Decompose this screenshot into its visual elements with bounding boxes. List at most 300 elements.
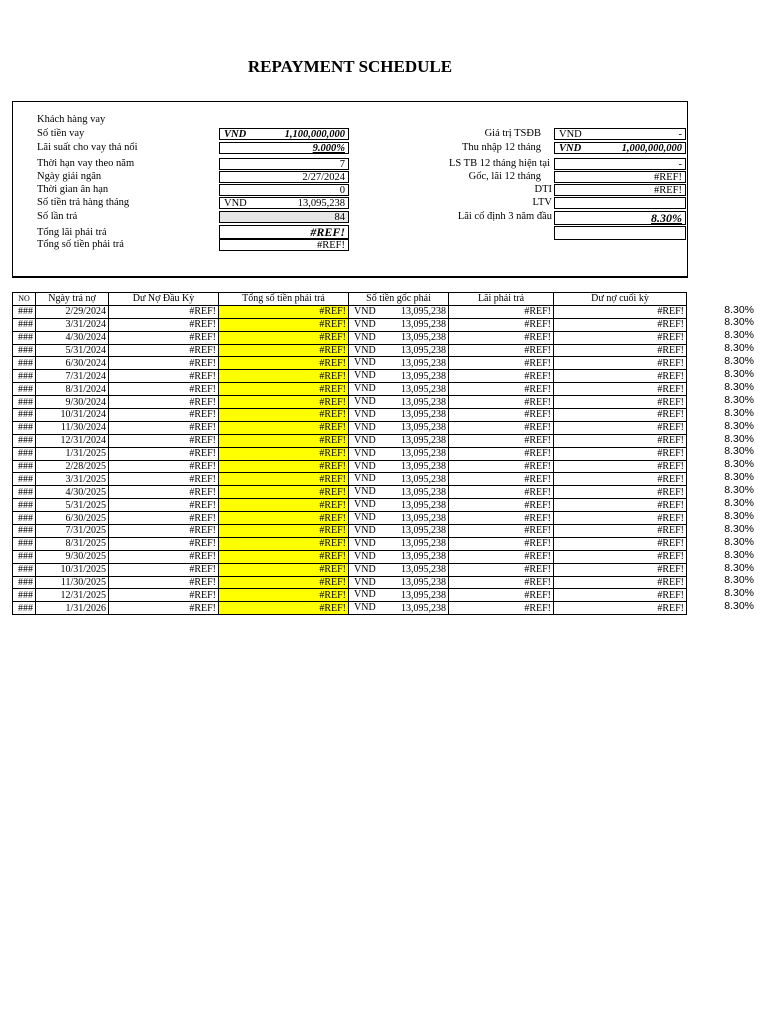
cell-closing-balance[interactable]: #REF!: [554, 318, 687, 331]
cell-total-payment[interactable]: #REF!: [219, 357, 349, 370]
cell-total-payment[interactable]: #REF!: [219, 525, 349, 538]
col-header-interest: Lãi phải trả: [449, 293, 554, 306]
col-header-principal: Số tiền gốc phải: [349, 293, 449, 306]
cell-interest[interactable]: #REF!: [449, 589, 554, 602]
loan-amount-value: 1,100,000,000: [284, 129, 345, 140]
cell-no[interactable]: ###: [13, 550, 36, 563]
floating-rate-field[interactable]: [219, 142, 349, 154]
cell-date[interactable]: 1/31/2026: [36, 602, 109, 615]
cell-closing-balance[interactable]: #REF!: [554, 409, 687, 422]
cell-opening-balance[interactable]: #REF!: [109, 550, 219, 563]
schedule-body: [13, 305, 687, 614]
term-value: 7: [339, 159, 345, 170]
cell-interest[interactable]: #REF!: [449, 331, 554, 344]
cell-currency: VND: [354, 473, 376, 485]
cell-date[interactable]: 7/31/2024: [36, 370, 109, 383]
cell-principal[interactable]: [349, 344, 449, 357]
row-rate: 8.30%: [724, 355, 754, 368]
cell-closing-balance[interactable]: #REF!: [554, 434, 687, 447]
cell-principal-value: 13,095,238: [401, 306, 446, 318]
cell-total-payment[interactable]: #REF!: [219, 396, 349, 409]
cell-interest[interactable]: #REF!: [449, 383, 554, 396]
term-field[interactable]: [219, 158, 349, 170]
cell-principal[interactable]: [349, 537, 449, 550]
table-row: [13, 331, 687, 344]
fixed-rate-value: 8.30%: [651, 211, 682, 225]
cell-principal-value: 13,095,238: [401, 551, 446, 563]
principal-interest-field[interactable]: [554, 171, 686, 183]
cell-principal[interactable]: [349, 409, 449, 422]
cell-principal[interactable]: [349, 396, 449, 409]
row-rate: 8.30%: [724, 303, 754, 316]
collateral-field[interactable]: [554, 128, 686, 140]
cell-interest[interactable]: #REF!: [449, 499, 554, 512]
table-row: [13, 305, 687, 318]
cell-currency: VND: [354, 460, 376, 472]
cell-closing-balance[interactable]: #REF!: [554, 383, 687, 396]
cell-no[interactable]: ###: [13, 537, 36, 550]
table-header-row: [13, 293, 687, 306]
cell-date[interactable]: 3/31/2025: [36, 473, 109, 486]
collateral-currency: VND: [559, 129, 582, 140]
cell-opening-balance[interactable]: #REF!: [109, 370, 219, 383]
table-row: [13, 602, 687, 615]
col-header-total: Tổng số tiền phải trả: [219, 293, 349, 306]
cell-principal[interactable]: [349, 473, 449, 486]
cell-opening-balance[interactable]: #REF!: [109, 396, 219, 409]
cell-closing-balance[interactable]: #REF!: [554, 396, 687, 409]
cell-total-payment[interactable]: #REF!: [219, 460, 349, 473]
ltv-field[interactable]: [554, 197, 686, 209]
table-row: [13, 537, 687, 550]
cell-currency: VND: [354, 512, 376, 524]
cell-principal-value: 13,095,238: [401, 602, 446, 614]
cell-date[interactable]: 4/30/2024: [36, 331, 109, 344]
row-rate: 8.30%: [724, 342, 754, 355]
cell-closing-balance[interactable]: #REF!: [554, 460, 687, 473]
cell-date[interactable]: 7/31/2025: [36, 525, 109, 538]
cell-total-payment[interactable]: #REF!: [219, 499, 349, 512]
table-row: [13, 473, 687, 486]
cell-no[interactable]: ###: [13, 563, 36, 576]
cell-total-payment[interactable]: #REF!: [219, 318, 349, 331]
cell-no[interactable]: ###: [13, 486, 36, 499]
cell-no[interactable]: ###: [13, 318, 36, 331]
cell-no[interactable]: ###: [13, 525, 36, 538]
cell-currency: VND: [354, 576, 376, 588]
dti-value: #REF!: [653, 185, 682, 196]
cell-principal[interactable]: [349, 318, 449, 331]
cell-no[interactable]: ###: [13, 499, 36, 512]
cell-principal[interactable]: [349, 305, 449, 318]
table-row: [13, 344, 687, 357]
cell-no[interactable]: ###: [13, 460, 36, 473]
avg-rate-label: LS TB 12 tháng hiện tại: [448, 158, 550, 169]
cell-total-payment[interactable]: #REF!: [219, 344, 349, 357]
cell-date[interactable]: 12/31/2024: [36, 434, 109, 447]
cell-currency: VND: [354, 305, 376, 317]
cell-no[interactable]: ###: [13, 344, 36, 357]
cell-currency: VND: [354, 602, 376, 614]
cell-principal[interactable]: [349, 434, 449, 447]
cell-principal[interactable]: [349, 447, 449, 460]
cell-principal-value: 13,095,238: [401, 422, 446, 434]
cell-currency: VND: [354, 550, 376, 562]
cell-no[interactable]: ###: [13, 383, 36, 396]
total-interest-label: Tổng lãi phải trả: [37, 227, 107, 238]
cell-closing-balance[interactable]: #REF!: [554, 602, 687, 615]
row-rate: 8.30%: [724, 497, 754, 509]
cell-principal[interactable]: [349, 525, 449, 538]
cell-opening-balance[interactable]: #REF!: [109, 525, 219, 538]
cell-total-payment[interactable]: #REF!: [219, 370, 349, 383]
cell-opening-balance[interactable]: #REF!: [109, 563, 219, 576]
cell-principal-value: 13,095,238: [401, 577, 446, 589]
cell-total-payment[interactable]: #REF!: [219, 563, 349, 576]
cell-principal[interactable]: [349, 563, 449, 576]
cell-date[interactable]: 8/31/2025: [36, 537, 109, 550]
total-payment-field[interactable]: [219, 239, 349, 251]
income-currency: VND: [559, 143, 582, 154]
row-rate: 8.30%: [724, 484, 754, 497]
cell-opening-balance[interactable]: #REF!: [109, 589, 219, 602]
cell-opening-balance[interactable]: #REF!: [109, 602, 219, 615]
cell-closing-balance[interactable]: #REF!: [554, 563, 687, 576]
loan-amount-field[interactable]: [219, 128, 349, 140]
fixed-rate-field[interactable]: [554, 211, 686, 225]
row-rate: 8.30%: [724, 574, 754, 587]
cell-currency: VND: [354, 357, 376, 369]
cell-interest[interactable]: #REF!: [449, 409, 554, 422]
cell-principal[interactable]: [349, 370, 449, 383]
cell-no[interactable]: ###: [13, 357, 36, 370]
cell-date[interactable]: 11/30/2024: [36, 421, 109, 434]
income-field[interactable]: [554, 142, 686, 154]
cell-total-payment[interactable]: #REF!: [219, 409, 349, 422]
cell-principal-value: 13,095,238: [401, 345, 446, 356]
cell-principal-value: 13,095,238: [401, 461, 446, 473]
cell-no[interactable]: ###: [13, 602, 36, 615]
cell-principal[interactable]: [349, 421, 449, 434]
cell-opening-balance[interactable]: #REF!: [109, 460, 219, 473]
row-rate: 8.30%: [724, 548, 754, 561]
principal-interest-value: #REF!: [653, 172, 682, 183]
cell-principal-value: 13,095,238: [401, 319, 446, 331]
total-payment-value: #REF!: [316, 240, 345, 251]
cell-no[interactable]: ###: [13, 434, 36, 447]
table-row: [13, 550, 687, 563]
cell-principal-value: 13,095,238: [401, 499, 446, 511]
cell-currency: VND: [354, 370, 376, 382]
cell-interest[interactable]: #REF!: [449, 460, 554, 473]
cell-total-payment[interactable]: #REF!: [219, 421, 349, 434]
cell-interest[interactable]: #REF!: [449, 576, 554, 589]
cell-currency: VND: [354, 396, 376, 408]
cell-interest[interactable]: #REF!: [449, 473, 554, 486]
cell-interest[interactable]: #REF!: [449, 486, 554, 499]
page-title: REPAYMENT SCHEDULE: [247, 57, 453, 76]
cell-total-payment[interactable]: #REF!: [219, 602, 349, 615]
cell-no[interactable]: ###: [13, 331, 36, 344]
disbursement-field[interactable]: [219, 171, 349, 183]
cell-principal[interactable]: [349, 357, 449, 370]
cell-interest[interactable]: #REF!: [449, 370, 554, 383]
cell-no[interactable]: ###: [13, 370, 36, 383]
cell-no[interactable]: ###: [13, 589, 36, 602]
collateral-value: -: [678, 129, 682, 140]
cell-principal[interactable]: [349, 512, 449, 525]
table-row: [13, 409, 687, 422]
cell-opening-balance[interactable]: #REF!: [109, 537, 219, 550]
cell-currency: VND: [354, 537, 376, 549]
income-value: 1,000,000,000: [621, 143, 682, 154]
cell-no[interactable]: ###: [13, 473, 36, 486]
cell-currency: VND: [354, 409, 376, 421]
cell-no[interactable]: ###: [13, 421, 36, 434]
cell-interest[interactable]: #REF!: [449, 537, 554, 550]
installments-field[interactable]: [219, 211, 349, 223]
cell-total-payment[interactable]: #REF!: [219, 576, 349, 589]
row-rate: 8.30%: [724, 509, 754, 522]
cell-closing-balance[interactable]: #REF!: [554, 447, 687, 460]
term-label: Thời hạn vay theo năm: [37, 158, 135, 169]
cell-date[interactable]: 1/31/2025: [36, 447, 109, 460]
cell-principal-value: 13,095,238: [401, 435, 446, 447]
cell-principal[interactable]: [349, 499, 449, 512]
cell-interest[interactable]: #REF!: [449, 396, 554, 409]
cell-no[interactable]: ###: [13, 512, 36, 525]
cell-interest[interactable]: #REF!: [449, 602, 554, 615]
cell-opening-balance[interactable]: #REF!: [109, 383, 219, 396]
cell-closing-balance[interactable]: #REF!: [554, 512, 687, 525]
cell-total-payment[interactable]: #REF!: [219, 447, 349, 460]
table-row: [13, 486, 687, 499]
cell-no[interactable]: ###: [13, 305, 36, 318]
cell-principal[interactable]: [349, 589, 449, 602]
cell-date[interactable]: 9/30/2025: [36, 550, 109, 563]
installments-value: 84: [334, 212, 345, 223]
cell-principal[interactable]: [349, 331, 449, 344]
cell-interest[interactable]: #REF!: [449, 305, 554, 318]
income-label: Thu nhập 12 tháng: [461, 142, 541, 153]
cell-closing-balance[interactable]: #REF!: [554, 550, 687, 563]
cell-date[interactable]: 2/29/2024: [36, 305, 109, 318]
cell-opening-balance[interactable]: #REF!: [109, 331, 219, 344]
floating-rate-value: 9.000%: [312, 143, 345, 154]
cell-interest[interactable]: #REF!: [449, 357, 554, 370]
cell-closing-balance[interactable]: #REF!: [554, 486, 687, 499]
cell-principal-value: 13,095,238: [401, 409, 446, 421]
cell-total-payment[interactable]: #REF!: [219, 383, 349, 396]
cell-currency: VND: [354, 563, 376, 575]
cell-currency: VND: [354, 589, 376, 601]
cell-principal-value: 13,095,238: [401, 525, 446, 537]
row-rate: 8.30%: [724, 600, 754, 613]
cell-opening-balance[interactable]: #REF!: [109, 473, 219, 486]
cell-currency: VND: [354, 499, 376, 511]
cell-principal[interactable]: [349, 460, 449, 473]
row-rate: 8.30%: [724, 368, 754, 380]
table-row: [13, 370, 687, 383]
cell-principal[interactable]: [349, 602, 449, 615]
cell-no[interactable]: ###: [13, 409, 36, 422]
cell-closing-balance[interactable]: #REF!: [554, 331, 687, 344]
table-row: [13, 318, 687, 331]
cell-principal-value: 13,095,238: [401, 486, 446, 498]
floating-rate-label: Lãi suất cho vay thả nổi: [37, 142, 138, 153]
cell-date[interactable]: 11/30/2025: [36, 576, 109, 589]
row-rate: 8.30%: [724, 522, 754, 535]
cell-closing-balance[interactable]: #REF!: [554, 344, 687, 357]
cell-opening-balance[interactable]: #REF!: [109, 512, 219, 525]
loan-summary-panel: [12, 101, 688, 278]
cell-date[interactable]: 6/30/2024: [36, 357, 109, 370]
grace-field[interactable]: [219, 184, 349, 196]
cell-principal-value: 13,095,238: [401, 448, 446, 460]
dti-label: DTI: [534, 184, 552, 195]
monthly-payment-field[interactable]: [219, 197, 349, 209]
cell-interest[interactable]: #REF!: [449, 434, 554, 447]
cell-date[interactable]: 3/31/2024: [36, 318, 109, 331]
cell-closing-balance[interactable]: #REF!: [554, 473, 687, 486]
cell-date[interactable]: 10/31/2025: [36, 563, 109, 576]
cell-date[interactable]: 2/28/2025: [36, 460, 109, 473]
table-row: [13, 396, 687, 409]
cell-closing-balance[interactable]: #REF!: [554, 576, 687, 589]
cell-opening-balance[interactable]: #REF!: [109, 576, 219, 589]
cell-closing-balance[interactable]: #REF!: [554, 305, 687, 318]
fixed-rate-label: Lãi cố định 3 năm đầu: [457, 211, 552, 222]
cell-opening-balance[interactable]: #REF!: [109, 447, 219, 460]
col-header-opening: Dư Nợ Đầu Kỳ: [109, 293, 219, 306]
cell-date[interactable]: 5/31/2025: [36, 499, 109, 512]
disbursement-label: Ngày giải ngân: [37, 171, 102, 182]
row-rate: 8.30%: [724, 458, 754, 471]
cell-total-payment[interactable]: #REF!: [219, 473, 349, 486]
cell-principal-value: 13,095,238: [401, 473, 446, 485]
cell-closing-balance[interactable]: #REF!: [554, 357, 687, 370]
cell-interest[interactable]: #REF!: [449, 344, 554, 357]
cell-interest[interactable]: #REF!: [449, 318, 554, 331]
row-rate: 8.30%: [724, 445, 754, 458]
cell-total-payment[interactable]: #REF!: [219, 331, 349, 344]
cell-principal[interactable]: [349, 550, 449, 563]
cell-interest[interactable]: #REF!: [449, 512, 554, 525]
empty-field[interactable]: [554, 226, 686, 240]
cell-principal-value: 13,095,238: [401, 589, 446, 601]
cell-interest[interactable]: #REF!: [449, 421, 554, 434]
cell-no[interactable]: ###: [13, 396, 36, 409]
cell-date[interactable]: 6/30/2025: [36, 512, 109, 525]
cell-no[interactable]: ###: [13, 447, 36, 460]
cell-opening-balance[interactable]: #REF!: [109, 305, 219, 318]
cell-closing-balance[interactable]: #REF!: [554, 499, 687, 512]
avg-rate-field[interactable]: [554, 158, 686, 170]
table-row: [13, 383, 687, 396]
loan-amount-currency: VND: [224, 129, 247, 140]
cell-date[interactable]: 12/31/2025: [36, 589, 109, 602]
total-interest-field[interactable]: [219, 225, 349, 239]
cell-principal-value: 13,095,238: [401, 383, 446, 395]
cell-date[interactable]: 10/31/2024: [36, 409, 109, 422]
customer-label: Khách hàng vay: [37, 114, 106, 125]
cell-principal[interactable]: [349, 383, 449, 396]
cell-currency: VND: [354, 383, 376, 395]
cell-interest[interactable]: #REF!: [449, 447, 554, 460]
cell-opening-balance[interactable]: #REF!: [109, 318, 219, 331]
cell-principal-value: 13,095,238: [401, 357, 446, 369]
row-rate: 8.30%: [724, 432, 754, 445]
cell-closing-balance[interactable]: #REF!: [554, 370, 687, 383]
cell-opening-balance[interactable]: #REF!: [109, 344, 219, 357]
cell-closing-balance[interactable]: #REF!: [554, 421, 687, 434]
row-rate: 8.30%: [724, 329, 754, 342]
table-row: [13, 434, 687, 447]
cell-date[interactable]: 4/30/2025: [36, 486, 109, 499]
row-rate: 8.30%: [724, 471, 754, 484]
cell-principal-value: 13,095,238: [401, 396, 446, 408]
cell-currency: VND: [354, 525, 376, 537]
cell-closing-balance[interactable]: #REF!: [554, 589, 687, 602]
table-row: [13, 563, 687, 576]
cell-no[interactable]: ###: [13, 576, 36, 589]
cell-total-payment[interactable]: #REF!: [219, 589, 349, 602]
dti-field[interactable]: [554, 184, 686, 196]
cell-date[interactable]: 8/31/2024: [36, 383, 109, 396]
cell-total-payment[interactable]: #REF!: [219, 434, 349, 447]
cell-total-payment[interactable]: #REF!: [219, 537, 349, 550]
ltv-label: LTV: [532, 197, 552, 208]
disbursement-value: 2/27/2024: [302, 172, 345, 183]
cell-principal[interactable]: [349, 576, 449, 589]
principal-interest-label: Gốc, lãi 12 tháng: [468, 171, 541, 182]
cell-opening-balance[interactable]: #REF!: [109, 486, 219, 499]
cell-closing-balance[interactable]: #REF!: [554, 537, 687, 550]
cell-opening-balance[interactable]: #REF!: [109, 421, 219, 434]
avg-rate-value: -: [678, 159, 682, 170]
row-rate: 8.30%: [724, 535, 754, 548]
cell-opening-balance[interactable]: #REF!: [109, 434, 219, 447]
cell-closing-balance[interactable]: #REF!: [554, 525, 687, 538]
table-row: [13, 460, 687, 473]
cell-currency: VND: [354, 421, 376, 433]
row-rate: 8.30%: [724, 561, 754, 574]
loan-amount-label: Số tiền vay: [37, 128, 85, 139]
installments-label: Số lần trả: [37, 211, 78, 222]
cell-interest[interactable]: #REF!: [449, 563, 554, 576]
cell-opening-balance[interactable]: #REF!: [109, 499, 219, 512]
cell-total-payment[interactable]: #REF!: [219, 512, 349, 525]
cell-date[interactable]: 9/30/2024: [36, 396, 109, 409]
cell-currency: VND: [354, 318, 376, 330]
total-interest-value: #REF!: [310, 225, 345, 239]
cell-total-payment[interactable]: #REF!: [219, 550, 349, 563]
row-rate: 8.30%: [724, 380, 754, 393]
table-row: [13, 421, 687, 434]
row-rate: 8.30%: [724, 406, 754, 419]
cell-interest[interactable]: #REF!: [449, 550, 554, 563]
row-rate: 8.30%: [724, 393, 754, 406]
cell-total-payment[interactable]: #REF!: [219, 486, 349, 499]
cell-opening-balance[interactable]: #REF!: [109, 357, 219, 370]
table-row: [13, 589, 687, 602]
cell-interest[interactable]: #REF!: [449, 525, 554, 538]
cell-total-payment[interactable]: #REF!: [219, 305, 349, 318]
cell-currency: VND: [354, 434, 376, 446]
cell-date[interactable]: 5/31/2024: [36, 344, 109, 357]
cell-opening-balance[interactable]: #REF!: [109, 409, 219, 422]
cell-principal[interactable]: [349, 486, 449, 499]
